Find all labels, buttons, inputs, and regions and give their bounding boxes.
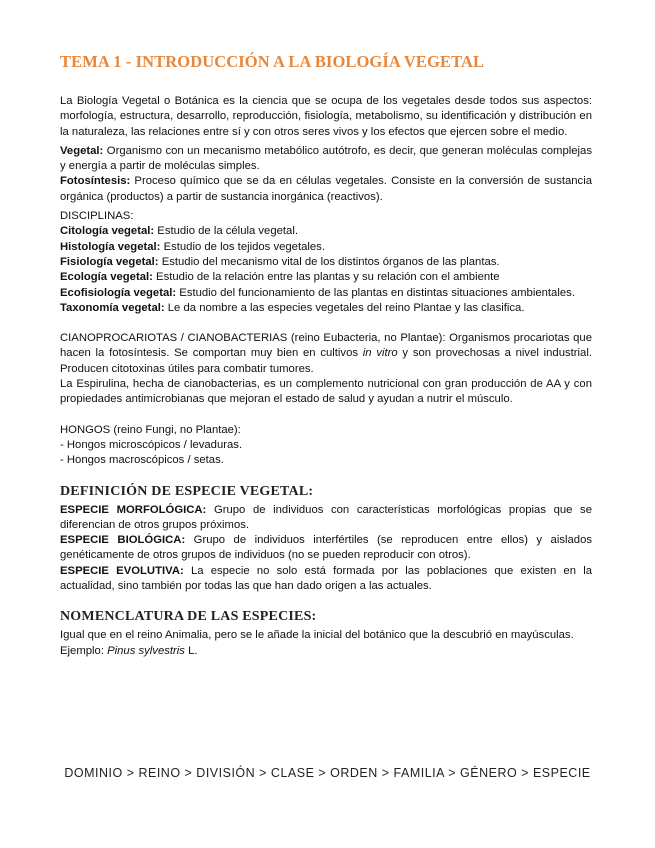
disciplina-item <box>60 224 592 239</box>
disciplina-item <box>60 240 592 255</box>
vegetal-term: Vegetal: <box>60 144 104 157</box>
disciplina-term: Ecología vegetal: <box>60 271 153 284</box>
disciplina-text: Le da nombre a las especies vegetales del reino Plantae y las clasifica. <box>164 301 525 314</box>
document-page <box>60 52 592 659</box>
especie-term: ESPECIE BIOLÓGICA: <box>60 534 186 547</box>
intro-paragraph: La Biología Vegetal o Botánica es la ciencia que se ocupa de los vegetales desde todos sus aspectos: morfología, estructura, desarrollo, reproducción, fisiología, metabolismo, su identificación y distribución en la naturaleza, las relaciones entre sí y con otros seres vivos y los efectos que ejercen sobre el medio. <box>60 95 592 138</box>
especie-text: La especie no solo está formada por las poblaciones que existen en la actualidad, sino también por todas las que han dado origen a las actuales. <box>60 564 592 593</box>
especie-item <box>60 503 592 534</box>
disciplina-text: Estudio del mecanismo vital de los distintos órganos de las plantas. <box>158 255 500 268</box>
example-species: Pinus sylvestris <box>107 644 185 657</box>
disciplinas-heading: DISCIPLINAS: <box>60 210 134 223</box>
especie-item <box>60 533 592 564</box>
vegetal-definition <box>60 144 592 175</box>
disciplina-text: Estudio de la célula vegetal. <box>154 225 298 238</box>
document-title: TEMA 1 - INTRODUCCIÓN A LA BIOLOGÍA VEGETAL <box>60 52 485 71</box>
disciplina-term: Histología vegetal: <box>60 240 161 253</box>
nomenclatura-heading: NOMENCLATURA DE LAS ESPECIES: <box>60 609 317 625</box>
vegetal-text: Organismo con un mecanismo metabólico autótrofo, es decir, que generan moléculas complejas y energía a partir de moléculas simples. <box>60 144 592 173</box>
taxonomy-hierarchy: DOMINIO > REINO > DIVISIÓN > CLASE > ORDEN > FAMILIA > GÉNERO > ESPECIE <box>64 766 591 780</box>
disciplina-text: Estudio de la relación entre las plantas y su relación con el ambiente <box>152 271 500 284</box>
disciplina-text: Estudio de los tejidos vegetales. <box>160 240 325 253</box>
example-label: Ejemplo: <box>60 644 108 657</box>
especie-term: ESPECIE EVOLUTIVA: <box>60 564 184 577</box>
example-suffix: L. <box>184 644 198 657</box>
disciplina-item <box>60 301 592 316</box>
especie-text: Grupo de individuos con características morfológicas propias que se diferencian de otros grupos próximos. <box>60 503 592 531</box>
ciano-paragraph <box>60 331 592 377</box>
especie-text: Grupo de individuos interfértiles (se reproducen entre ellos) y aislados genéticamente de otros grupos de individuos (no se pueden reproducir con otros). <box>60 534 592 562</box>
disciplina-term: Ecofisiología vegetal: <box>60 286 177 299</box>
hongos-heading: HONGOS (reino Fungi, no Plantae): <box>60 423 241 436</box>
hongos-item: - Hongos macroscópicos / setas. <box>60 454 224 467</box>
definicion-heading: DEFINICIÓN DE ESPECIE VEGETAL: <box>60 483 314 499</box>
ciano-text-b: y son provechosas a nivel industrial. Producen citotoxinas útiles para combatir tumores. <box>60 347 592 375</box>
ciano-italic: in vitro <box>362 347 398 360</box>
espirulina-paragraph: La Espirulina, hecha de cianobacterias, es un complemento nutricional con gran producción de AA y con propiedades antimicrobianas que mejoran el estado de salud y ayudan a nutrir el músculo. <box>60 378 592 406</box>
disciplina-term: Citología vegetal: <box>60 225 155 238</box>
disciplina-term: Taxonomía vegetal: <box>60 301 165 314</box>
especie-term: ESPECIE MORFOLÓGICA: <box>60 503 207 516</box>
ciano-text-a: CIANOPROCARIOTAS / CIANOBACTERIAS (reino Eubacteria, no Plantae): Organismos procariotas que hacen la fotosíntesis. Se comportan muy bien en cultivos <box>60 332 592 360</box>
fotosintesis-text: Proceso químico que se da en células vegetales. Consiste en la conversión de sustancia orgánica (productos) a partir de sustancia inorgánica (reactivos). <box>60 175 592 203</box>
nomenclatura-text: Igual que en el reino Animalia, pero se le añade la inicial del botánico que la descubrió en mayúsculas. <box>60 629 574 642</box>
fotosintesis-term: Fotosíntesis: <box>60 175 131 188</box>
disciplina-text: Estudio del funcionamiento de las plantas en distintas situaciones ambientales. <box>176 286 575 299</box>
nomenclatura-example <box>60 644 592 659</box>
especie-item <box>60 564 592 595</box>
disciplina-term: Fisiología vegetal: <box>60 255 159 268</box>
disciplina-item <box>60 286 592 301</box>
disciplina-item <box>60 255 592 270</box>
hongos-item: - Hongos microscópicos / levaduras. <box>60 438 243 451</box>
fotosintesis-definition <box>60 174 592 205</box>
disciplina-item <box>60 270 592 285</box>
